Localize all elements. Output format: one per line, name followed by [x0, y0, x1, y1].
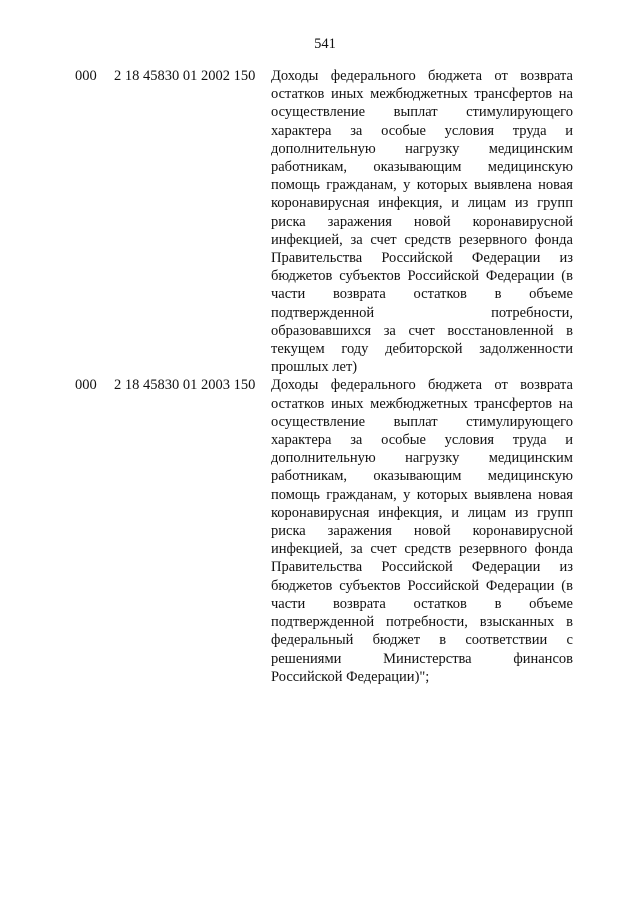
- description-line: остатков иных межбюджетных трансфертов на: [271, 86, 573, 103]
- description-line: части возврата остатков в объеме: [271, 595, 573, 612]
- description-line: подтвержденной потребности,: [271, 304, 573, 321]
- classification-code: 2 18 45830 01 2002 150: [114, 68, 256, 84]
- description-line: инфекцией, за счет средств резервного фонда: [271, 231, 573, 248]
- income-description: [271, 376, 573, 685]
- classification-code: 2 18 45830 01 2003 150: [114, 377, 256, 394]
- admin-code: 000: [75, 68, 97, 84]
- description-line: риска заражения новой коронавирусной: [271, 213, 573, 230]
- description-line: дополнительную нагрузку медицинским: [271, 450, 573, 467]
- description-line: помощь гражданам, у которых выявлена новая: [271, 486, 573, 503]
- income-description: [271, 67, 573, 376]
- description-line: риска заражения новой коронавирусной: [271, 523, 573, 540]
- description-line: Правительства Российской Федерации из: [271, 559, 573, 576]
- description-line: Доходы федерального бюджета от возврата: [271, 68, 573, 84]
- description-line: Российской Федерации)";: [271, 668, 430, 685]
- description-line: дополнительную нагрузку медицинским: [271, 140, 573, 157]
- description-line: подтвержденной потребности, взысканных в: [271, 614, 573, 631]
- description-line: коронавирусная инфекция, и лицам из групп: [271, 195, 573, 212]
- description-line: Правительства Российской Федерации из: [271, 250, 573, 267]
- budget-code-entry: [0, 376, 640, 685]
- description-line: инфекцией, за счет средств резервного фонда: [271, 541, 573, 558]
- description-line: коронавирусная инфекция, и лицам из групп: [271, 504, 573, 521]
- admin-code: 000: [75, 377, 97, 394]
- description-line: части возврата остатков в объеме: [271, 286, 573, 303]
- description-line: бюджетов субъектов Российской Федерации (в: [271, 577, 573, 594]
- description-line: работникам, оказывающим медицинскую: [271, 159, 573, 176]
- description-line: остатков иных межбюджетных трансфертов на: [271, 395, 573, 412]
- description-line: бюджетов субъектов Российской Федерации (в: [271, 268, 573, 285]
- description-line: федеральный бюджет в соответствии с: [271, 632, 573, 649]
- description-line: текущем году дебиторской задолженности: [271, 341, 573, 358]
- description-line: помощь гражданам, у которых выявлена новая: [271, 177, 573, 194]
- description-line: прошлых лет): [271, 359, 358, 376]
- page-number: 541: [314, 36, 336, 52]
- description-line: работникам, оказывающим медицинскую: [271, 468, 573, 485]
- description-line: характера за особые условия труда и: [271, 432, 573, 449]
- description-line: характера за особые условия труда и: [271, 122, 573, 139]
- description-line: решениями Министерства финансов: [271, 650, 573, 667]
- budget-code-entry: [0, 67, 640, 376]
- description-line: осуществление выплат стимулирующего: [271, 413, 573, 430]
- description-line: Доходы федерального бюджета от возврата: [271, 377, 573, 394]
- description-line: образовавшихся за счет восстановленной в: [271, 322, 573, 339]
- description-line: осуществление выплат стимулирующего: [271, 104, 573, 121]
- budget-code-list: [0, 67, 640, 686]
